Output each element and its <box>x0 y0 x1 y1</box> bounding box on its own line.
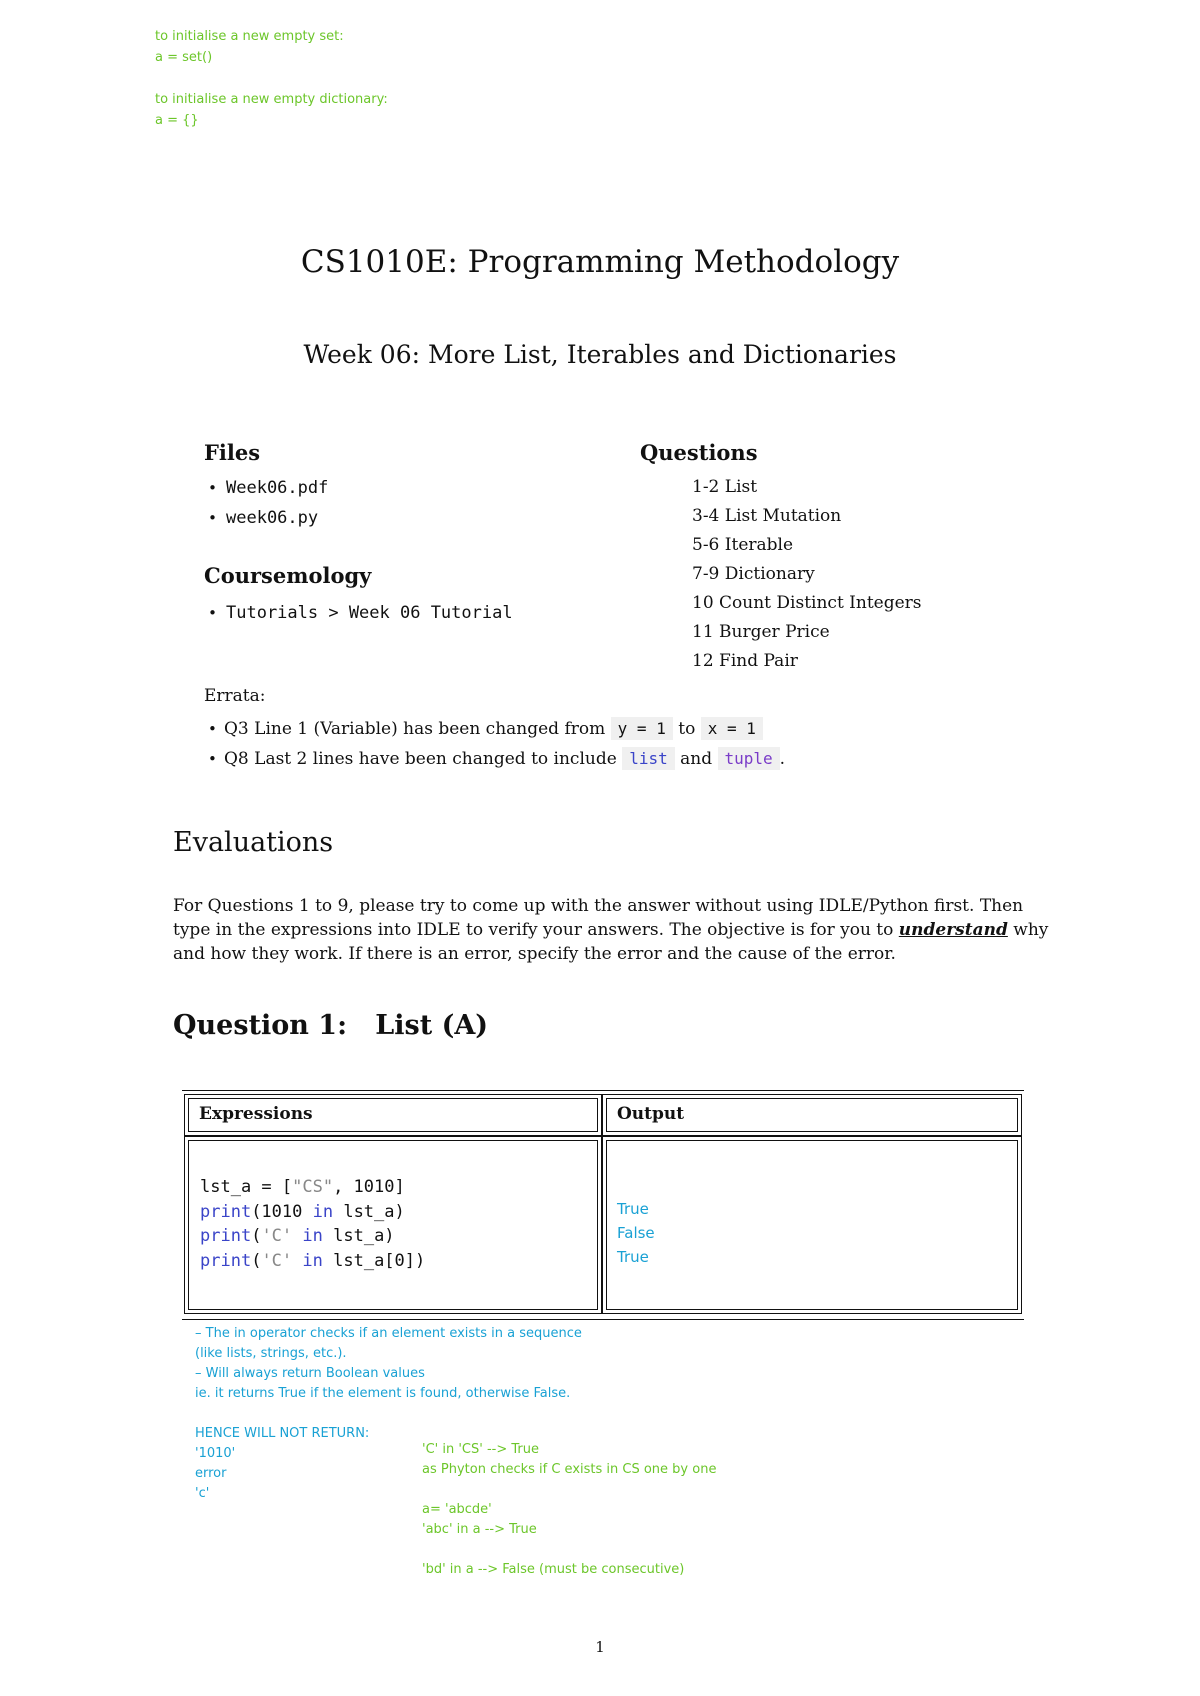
table-header-expressions <box>184 1094 602 1136</box>
coursemology-section <box>204 563 513 628</box>
errata-text: to <box>678 719 696 739</box>
coursemology-item[interactable]: • Tutorials > Week 06 Tutorial <box>204 598 513 628</box>
file-item[interactable]: • week06.py <box>204 503 328 533</box>
coursemology-heading: Coursemology <box>204 563 372 588</box>
blue-note-line: – Will always return Boolean values <box>195 1366 425 1381</box>
files-list <box>204 473 328 533</box>
coursemology-list <box>204 598 513 628</box>
questions-list <box>692 473 922 676</box>
blue-note-line: – The in operator checks if an element exists in a sequence <box>195 1326 582 1341</box>
evaluations-heading: Evaluations <box>173 827 334 858</box>
table-cell-output <box>602 1136 1022 1314</box>
errata-section <box>204 686 785 774</box>
page-subtitle: Week 06: More List, Iterables and Dictionaries <box>303 340 897 369</box>
code-line: print('C' in lst_a[0]) <box>200 1250 426 1271</box>
question-item: 12 Find Pair <box>692 651 798 671</box>
output-line: True <box>617 1248 649 1266</box>
code-chip: tuple <box>718 747 780 770</box>
errata-list <box>204 714 785 774</box>
file-item[interactable]: • Week06.pdf <box>204 473 328 503</box>
table-header-label: Output <box>617 1104 685 1124</box>
errata-label: Errata: <box>204 686 266 706</box>
blue-note-line: HENCE WILL NOT RETURN: <box>195 1426 370 1441</box>
evaluations-emphasis: understand <box>898 920 1008 940</box>
table-header-output <box>602 1094 1022 1136</box>
errata-text: and <box>680 749 713 769</box>
code-chip: x = 1 <box>701 717 763 740</box>
code-line: print(1010 in lst_a) <box>200 1201 405 1222</box>
page-title: CS1010E: Programming Methodology <box>300 244 900 280</box>
question-item: 7-9 Dictionary <box>692 564 815 584</box>
errata-text: Q8 Last 2 lines have been changed to include <box>224 749 617 769</box>
green-note-line: as Phyton checks if C exists in CS one by one <box>422 1462 717 1477</box>
question-item: 3-4 List Mutation <box>692 506 842 526</box>
output-line: True <box>617 1200 649 1218</box>
code-chip: y = 1 <box>611 717 673 740</box>
blue-note-line: (like lists, strings, etc.). <box>195 1346 347 1361</box>
files-section <box>204 440 328 533</box>
top-note-line <box>155 68 388 89</box>
top-note-line: to initialise a new empty dictionary: <box>155 92 388 107</box>
blue-note-line <box>195 1404 582 1424</box>
table-cell-expressions <box>184 1136 602 1314</box>
evaluations-text <box>173 894 1058 966</box>
table-header-label: Expressions <box>199 1104 313 1124</box>
code-line: lst_a = ["CS", 1010] <box>200 1177 405 1197</box>
green-note-line: 'bd' in a --> False (must be consecutive) <box>422 1562 685 1577</box>
question-item: 1-2 List <box>692 477 758 497</box>
errata-text: . <box>779 749 786 769</box>
code-chip: list <box>622 747 675 770</box>
top-notes <box>155 26 388 131</box>
question-item: 10 Count Distinct Integers <box>692 593 922 613</box>
evaluations-text-part: For Questions 1 to 9, please try to come up with the answer without using IDLE/Python first. Then type in the expressions into IDLE to verify your answers. The objective is for you to <box>173 896 1024 940</box>
output-line: False <box>617 1224 655 1242</box>
green-note-line: 'abc' in a --> True <box>422 1522 537 1537</box>
output-block <box>617 1197 655 1269</box>
green-note-line: 'C' in 'CS' --> True <box>422 1442 539 1457</box>
top-note-line: a = {} <box>155 113 199 128</box>
green-note-line <box>422 1540 716 1560</box>
files-heading: Files <box>204 440 261 465</box>
question-item: 11 Burger Price <box>692 622 830 642</box>
top-note-line: a = set() <box>155 50 213 65</box>
top-note-line: to initialise a new empty set: <box>155 29 344 44</box>
green-note-line: a= 'abcde' <box>422 1502 492 1517</box>
blue-note-line: '1010' <box>195 1446 236 1461</box>
green-note-line <box>422 1480 716 1500</box>
question1-heading: Question 1: List (A) <box>173 1010 489 1041</box>
blue-note-line: error <box>195 1466 227 1481</box>
question-item: 5-6 Iterable <box>692 535 794 555</box>
evaluations-text-part: why and how they work. If there is an error, specify the error and the cause of the error. <box>173 920 1049 964</box>
page-number: 1 <box>595 1638 605 1656</box>
questions-section <box>640 440 922 676</box>
green-notes <box>422 1440 716 1580</box>
questions-heading: Questions <box>640 440 758 465</box>
code-block <box>200 1175 425 1273</box>
errata-text: Q3 Line 1 (Variable) has been changed from <box>224 719 606 739</box>
blue-note-line: 'c' <box>195 1486 210 1501</box>
blue-note-line: ie. it returns True if the element is found, otherwise False. <box>195 1386 571 1401</box>
errata-item <box>204 714 785 744</box>
errata-item <box>204 744 785 774</box>
code-line: print('C' in lst_a) <box>200 1226 395 1246</box>
